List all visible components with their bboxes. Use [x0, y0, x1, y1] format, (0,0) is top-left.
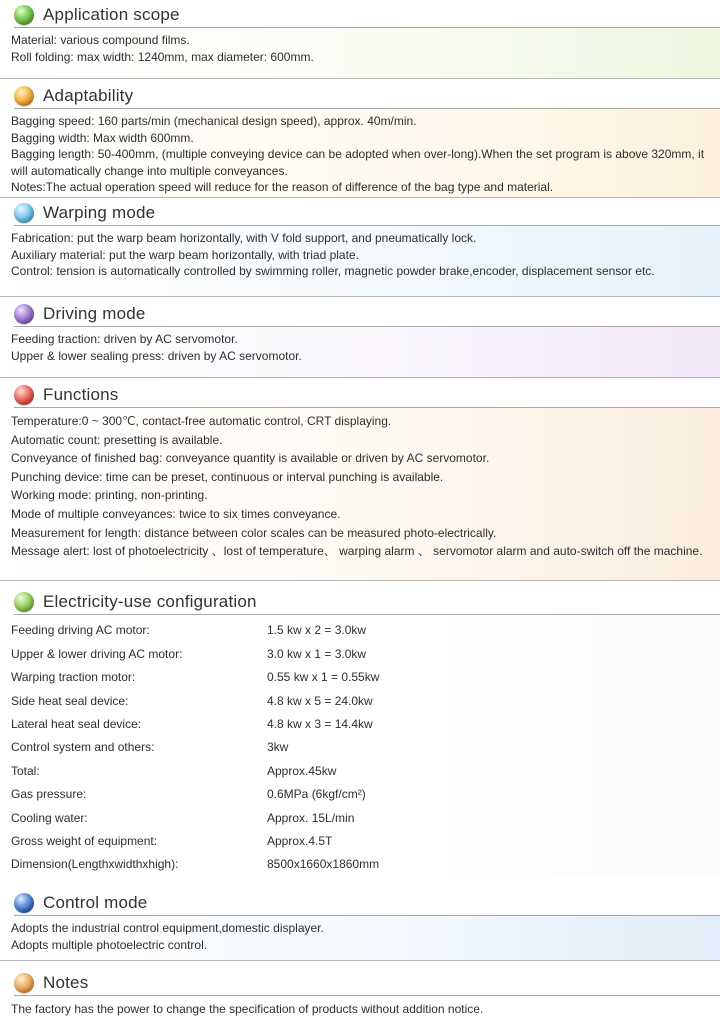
- row-value: 8500x1660x1860mm: [267, 857, 380, 872]
- divider: [14, 27, 720, 28]
- text-line: Bagging length: 50-400mm, (multiple conveying device can be adopted when over-long).When the set program is above 320mm, it will automatically change into multiple conveyances.: [11, 147, 705, 178]
- section-body: [0, 226, 720, 297]
- section-title: Warping mode: [43, 203, 156, 222]
- table-row: [11, 806, 712, 829]
- section-title: Driving mode: [43, 304, 146, 323]
- row-label: Lateral heat seal device:: [11, 717, 142, 731]
- row-value: 4.8 kw x 5 = 24.0kw: [267, 693, 373, 708]
- orange-ball-icon: [14, 973, 34, 993]
- divider: [14, 407, 720, 408]
- text-line: Automatic count: presetting is available.: [11, 432, 223, 447]
- orange-ball-icon: [14, 86, 34, 106]
- section-application-scope: [0, 2, 720, 79]
- row-label: Warping traction motor:: [11, 670, 136, 685]
- green-ball-icon: [14, 5, 34, 25]
- table-row: [11, 619, 712, 642]
- lightgreen-ball-icon: [14, 592, 34, 612]
- text-line: Measurement for length: distance between color scales can be measured photo-electrically.: [11, 525, 497, 540]
- darkblue-ball-icon: [14, 893, 34, 913]
- table-row: [11, 713, 712, 736]
- section-header: [0, 890, 720, 916]
- section-body: [0, 327, 720, 378]
- section-body: [0, 109, 720, 198]
- section-header: [0, 83, 720, 109]
- text-line: Adopts multiple photoelectric control.: [11, 937, 208, 952]
- row-label: Side heat seal device:: [11, 693, 129, 708]
- row-value: 1.5 kw x 2 = 3.0kw: [267, 623, 367, 638]
- red-ball-icon: [14, 385, 34, 405]
- text-line: Bagging width: Max width 600mm.: [11, 130, 194, 145]
- table-row: [11, 853, 712, 876]
- section-body: [0, 28, 720, 79]
- section-control-mode: [0, 890, 720, 961]
- row-value: 3kw: [267, 740, 289, 755]
- divider: [14, 108, 720, 109]
- table-row: [11, 759, 712, 782]
- row-label: Dimension(Lengthxwidthxhigh):: [11, 857, 179, 872]
- section-header: [0, 200, 720, 226]
- text-line: Mode of multiple conveyances: twice to six times conveyance.: [11, 506, 341, 521]
- table-row: [11, 830, 712, 853]
- row-value: 0.55 kw x 1 = 0.55kw: [267, 670, 380, 685]
- row-value: 4.8 kw x 3 = 14.4kw: [267, 717, 373, 731]
- section-header: [0, 970, 720, 996]
- text-line: Material: various compound films.: [11, 33, 190, 47]
- section-body: [0, 996, 720, 1023]
- section-adaptability: [0, 83, 720, 198]
- row-value: Approx.45kw: [267, 763, 337, 778]
- section-body: [0, 408, 720, 581]
- section-header: [0, 301, 720, 327]
- divider: [14, 614, 720, 615]
- text-line: Feeding traction: driven by AC servomotor.: [11, 332, 238, 346]
- purple-ball-icon: [14, 304, 34, 324]
- row-label: Total:: [11, 763, 40, 778]
- section-body: [0, 916, 720, 961]
- section-driving-mode: [0, 301, 720, 378]
- table-row: [11, 783, 712, 806]
- text-line: Temperature:0 ~ 300℃, contact-free automatic control, CRT displaying.: [11, 414, 392, 428]
- section-title: Electricity-use configuration: [43, 592, 257, 611]
- text-line: Working mode: printing, non-printing.: [11, 488, 208, 503]
- table-row: [11, 642, 712, 665]
- row-label: Cooling water:: [11, 810, 88, 825]
- section-title: Notes: [43, 973, 89, 992]
- text-line: Upper & lower sealing press: driven by AC servomotor.: [11, 348, 302, 363]
- row-label: Gross weight of equipment:: [11, 833, 158, 848]
- text-line: Notes:The actual operation speed will reduce for the reason of difference of the bag type and material.: [11, 180, 554, 194]
- text-line: Bagging speed: 160 parts/min (mechanical design speed), approx. 40m/min.: [11, 114, 417, 128]
- blue-ball-icon: [14, 203, 34, 223]
- section-warping-mode: [0, 200, 720, 297]
- table-row: [11, 666, 712, 689]
- row-label: Gas pressure:: [11, 787, 87, 802]
- row-value: 0.6MPa (6kgf/cm²): [267, 787, 366, 802]
- text-line: Conveyance of finished bag: conveyance quantity is available or driven by AC servomotor.: [11, 451, 490, 466]
- section-header: [0, 2, 720, 28]
- spec-table: [0, 615, 720, 876]
- text-line: The factory has the power to change the specification of products without addition notice.: [11, 1002, 484, 1016]
- text-line: Control: tension is automatically controlled by swimming roller, magnetic powder brake,encoder, displacement sensor etc.: [11, 264, 655, 278]
- row-label: Control system and others:: [11, 740, 155, 755]
- text-line: Roll folding: max width: 1240mm, max diameter: 600mm.: [11, 49, 314, 64]
- table-row: [11, 689, 712, 712]
- text-line: Auxiliary material: put the warp beam horizontally, with triad plate.: [11, 247, 359, 262]
- table-row: [11, 736, 712, 759]
- section-header: [0, 382, 720, 408]
- section-title: Adaptability: [43, 86, 134, 105]
- text-line: Adopts the industrial control equipment,domestic displayer.: [11, 921, 324, 935]
- divider: [14, 225, 720, 226]
- text-line: Message alert: lost of photoelectricity 、lost of temperature、 warping alarm 、 servomotor alarm and auto-switch off the machine.: [11, 544, 703, 559]
- section-header: [0, 589, 720, 615]
- section-notes: [0, 970, 720, 1023]
- section-title: Control mode: [43, 893, 148, 912]
- divider: [14, 995, 720, 996]
- section-functions: [0, 382, 720, 581]
- text-line: Punching device: time can be preset, continuous or interval punching is available.: [11, 469, 444, 484]
- divider: [14, 326, 720, 327]
- row-value: Approx.4.5T: [267, 833, 333, 848]
- section-title: Functions: [43, 385, 119, 404]
- row-label: Upper & lower driving AC motor:: [11, 646, 183, 661]
- row-value: Approx. 15L/min: [267, 810, 355, 825]
- text-line: Fabrication: put the warp beam horizontally, with V fold support, and pneumatically lock.: [11, 231, 477, 245]
- divider: [14, 915, 720, 916]
- row-value: 3.0 kw x 1 = 3.0kw: [267, 646, 367, 661]
- section-electricity: [0, 589, 720, 876]
- section-title: Application scope: [43, 5, 180, 24]
- row-label: Feeding driving AC motor:: [11, 623, 150, 638]
